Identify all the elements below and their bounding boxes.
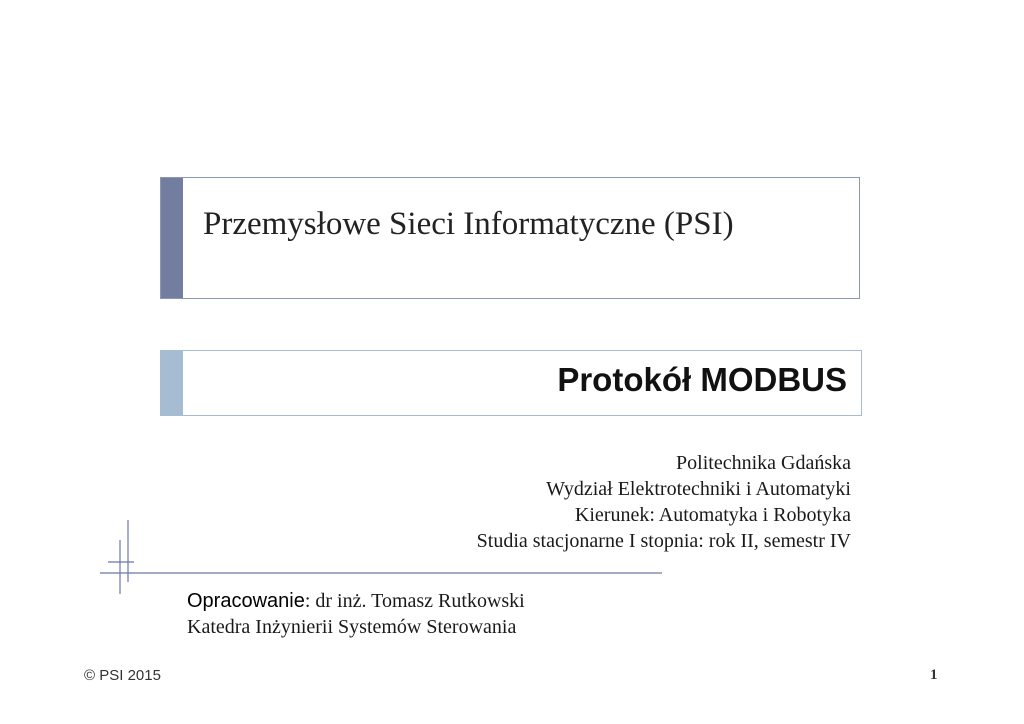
page-number: 1 bbox=[930, 667, 938, 683]
author-line bbox=[187, 588, 525, 614]
subtitle-box bbox=[160, 350, 862, 416]
author-name: : dr inż. Tomasz Rutkowski bbox=[304, 590, 525, 612]
subtitle-accent-bar bbox=[161, 351, 183, 415]
author-block bbox=[187, 588, 525, 640]
presentation-title: Przemysłowe Sieci Informatyczne (PSI) bbox=[203, 206, 734, 242]
field-of-study: Kierunek: Automatyka i Robotyka bbox=[574, 504, 851, 526]
footer-copyright: © PSI 2015 bbox=[84, 667, 161, 684]
author-label: Opracowanie bbox=[187, 590, 305, 612]
author-department: Katedra Inżynierii Systemów Sterowania bbox=[187, 616, 517, 638]
university-name: Politechnika Gdańska bbox=[676, 452, 851, 474]
faculty-name: Wydział Elektrotechniki i Automatyki bbox=[546, 478, 851, 500]
title-accent-bar bbox=[161, 178, 183, 298]
crosshair-decoration bbox=[100, 518, 665, 598]
presentation-subtitle: Protokół MODBUS bbox=[557, 361, 847, 398]
title-box bbox=[160, 177, 860, 299]
study-details: Studia stacjonarne I stopnia: rok II, semestr IV bbox=[476, 530, 851, 552]
